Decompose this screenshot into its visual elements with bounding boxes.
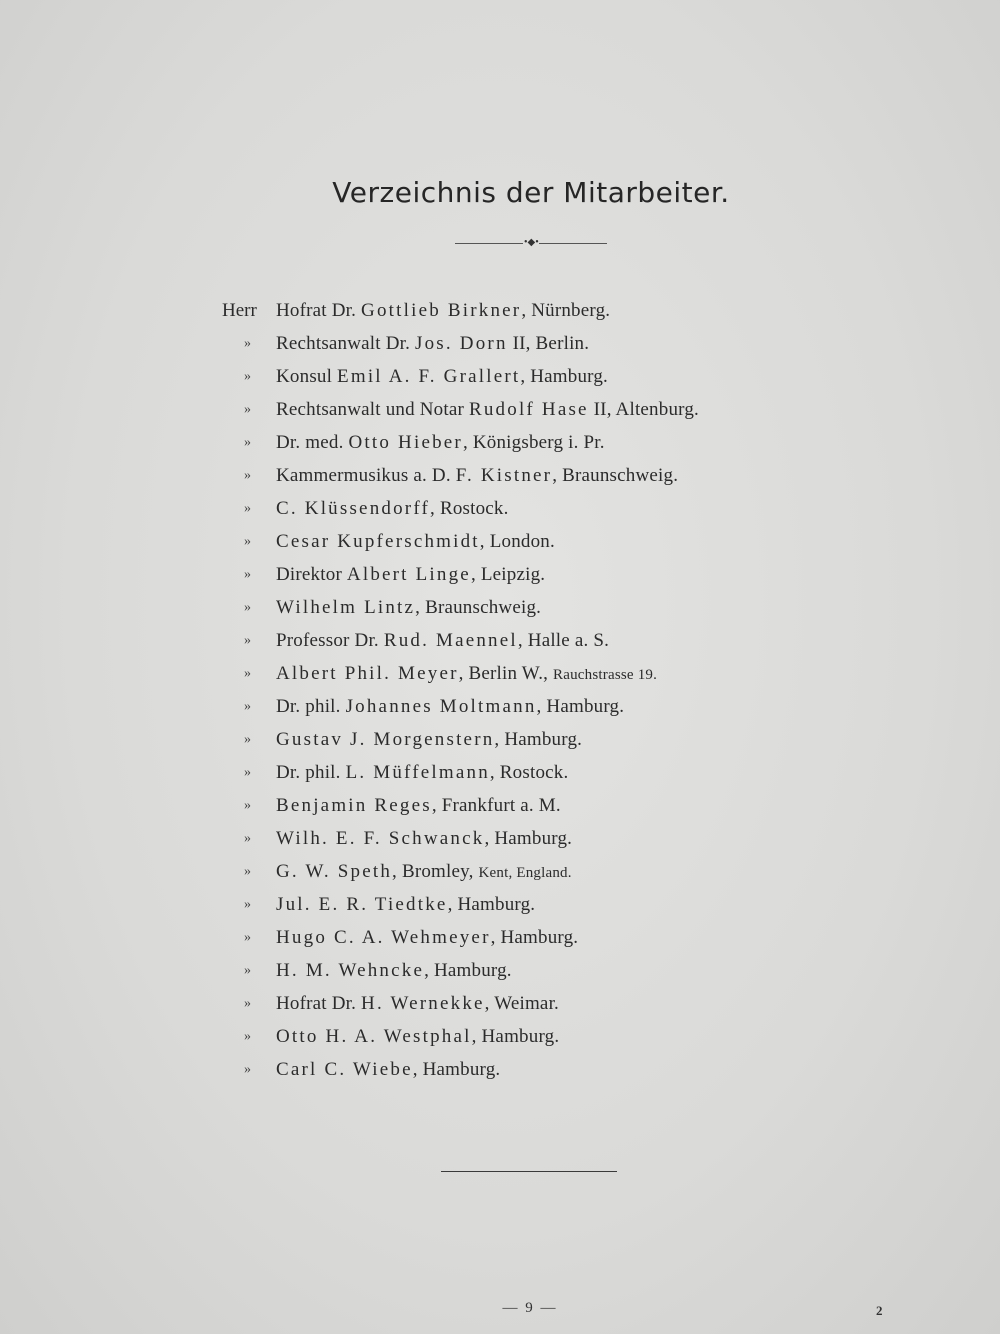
contributor-text — [276, 327, 589, 360]
contributor-name: Hugo C. A. Wehmeyer — [276, 927, 491, 948]
ditto-mark: » — [244, 963, 251, 978]
contributor-name: F. Kistner — [455, 465, 553, 486]
contributor-name: Emil A. F. Grallert — [337, 366, 521, 387]
contributor-entry — [222, 525, 882, 558]
ditto-mark: » — [244, 336, 251, 351]
contributor-entry — [222, 855, 882, 888]
ditto-mark: » — [244, 567, 251, 582]
contributor-text — [276, 954, 512, 987]
contributor-entry — [222, 690, 882, 723]
entry-text: Hofrat Dr. — [276, 993, 362, 1014]
contributor-text — [276, 624, 609, 657]
contributor-name: Johannes Moltmann — [345, 696, 537, 717]
entry-text: , Hamburg. — [412, 1059, 501, 1080]
contributor-name: Carl C. Wiebe — [276, 1059, 413, 1080]
contributor-text — [276, 393, 699, 426]
contributor-entry — [222, 426, 882, 459]
contributor-entry — [222, 492, 882, 525]
entry-text: , London. — [479, 531, 555, 552]
entry-text: , Frankfurt a. M. — [431, 795, 561, 816]
ditto-mark: » — [244, 402, 251, 417]
contributor-text — [276, 987, 559, 1020]
contributor-entry — [222, 624, 882, 657]
contributor-text — [276, 525, 555, 558]
contributor-name: Otto H. A. Westphal — [276, 1026, 472, 1047]
contributor-entry — [222, 1053, 882, 1086]
closing-rule — [441, 1171, 617, 1172]
entry-text: , Rostock. — [489, 762, 569, 783]
contributor-text — [276, 921, 578, 954]
contributor-name: Jos. Dorn — [415, 333, 508, 354]
contributor-text — [276, 888, 535, 921]
contributor-name: Wilh. E. F. Schwanck — [276, 828, 485, 849]
entry-address: Kent, England. — [478, 865, 572, 881]
entry-text: , Hamburg. — [520, 366, 609, 387]
ornament-line-right — [539, 243, 607, 244]
contributor-name: Otto Hieber — [348, 432, 463, 453]
contributor-entry — [222, 822, 882, 855]
contributor-text — [276, 426, 605, 459]
entry-text: , Hamburg. — [536, 696, 625, 717]
contributor-text — [276, 492, 509, 525]
contributor-text — [276, 657, 657, 692]
contributor-name: Benjamin Reges — [276, 795, 432, 816]
entry-text: , Rostock. — [430, 498, 509, 519]
entry-text: , Weimar. — [484, 993, 559, 1014]
entry-text: , Leipzig. — [470, 564, 546, 585]
contributor-name: Rudolf Hase — [468, 399, 589, 420]
ditto-mark: » — [244, 633, 251, 648]
entry-text: , Hamburg. — [424, 960, 512, 981]
title-ornament — [455, 237, 607, 249]
ditto-mark: » — [244, 930, 251, 945]
contributor-entry — [222, 888, 882, 921]
entry-text: Dr. phil. — [276, 762, 346, 783]
contributor-name: Jul. E. R. Tiedtke — [276, 894, 448, 915]
entry-text: Rechtsanwalt Dr. — [276, 333, 416, 354]
entry-text: Rechtsanwalt und Notar — [276, 399, 469, 420]
contributor-entry — [222, 591, 882, 624]
ditto-mark: » — [244, 798, 251, 813]
ornament-mark-icon: •◆• — [524, 237, 539, 248]
ditto-mark: » — [244, 1029, 251, 1044]
contributor-name: H. M. Wehncke — [276, 960, 425, 981]
contributor-text — [276, 756, 568, 789]
contributor-text — [276, 294, 610, 327]
entry-text: , Königsberg i. Pr. — [462, 432, 605, 453]
entry-text: Kammermusikus a. D. — [276, 465, 456, 486]
contributor-name: Cesar Kupferschmidt — [276, 531, 480, 552]
contributor-text — [276, 855, 572, 890]
contributor-entry — [222, 756, 882, 789]
contributor-entry — [222, 789, 882, 822]
entry-text: II, Altenburg. — [588, 399, 699, 420]
contributor-name: Wilhelm Lintz — [276, 597, 416, 618]
contributor-name: G. W. Speth — [276, 861, 393, 882]
contributor-text — [276, 690, 624, 723]
contributor-entry — [222, 360, 882, 393]
entry-text: Direktor — [276, 564, 347, 585]
contributor-entry — [222, 987, 882, 1020]
contributor-entry — [222, 459, 882, 492]
entry-text: Professor Dr. — [276, 630, 384, 651]
contributor-name: C. Klüssendorff — [276, 498, 431, 519]
ditto-mark: » — [244, 765, 251, 780]
contributor-entry — [222, 393, 882, 426]
contributor-text — [276, 723, 582, 756]
signature-mark: 2 — [876, 1303, 883, 1318]
ditto-mark: » — [244, 369, 251, 384]
contributor-entry — [222, 657, 882, 690]
salutation: Herr — [222, 300, 257, 321]
entry-text: , Hamburg. — [490, 927, 579, 948]
ditto-mark: » — [244, 996, 251, 1011]
ditto-mark: » — [244, 666, 251, 681]
entry-text: Hofrat Dr. — [276, 300, 362, 321]
contributor-name: Albert Linge — [346, 564, 471, 585]
contributor-text — [276, 789, 561, 822]
ditto-mark: » — [244, 501, 251, 516]
entry-text: II, Berlin. — [507, 333, 590, 354]
entry-text: Dr. phil. — [276, 696, 346, 717]
contributor-text — [276, 591, 541, 624]
entry-text: Konsul — [276, 366, 338, 387]
ditto-mark: » — [244, 600, 251, 615]
entry-text: Dr. med. — [276, 432, 349, 453]
contributor-text — [276, 822, 572, 855]
page-title: Verzeichnis der Mitarbeiter. — [332, 176, 730, 209]
ditto-mark: » — [244, 699, 251, 714]
contributor-name: Gustav J. Morgenstern — [276, 729, 495, 750]
contributor-name: Albert Phil. Meyer — [276, 663, 459, 684]
contributor-entry — [222, 294, 882, 327]
entry-text: , Hamburg. — [447, 894, 536, 915]
contributor-entry — [222, 723, 882, 756]
contributor-name: H. Wernekke — [361, 993, 485, 1014]
entry-text: , Nürnberg. — [521, 300, 611, 321]
entry-text: , Braunschweig. — [552, 465, 679, 486]
contributor-list — [222, 294, 882, 1086]
entry-text: , Hamburg. — [494, 729, 583, 750]
entry-text: , Bromley, — [392, 861, 479, 882]
ditto-mark: » — [244, 468, 251, 483]
entry-text: , Hamburg. — [484, 828, 573, 849]
contributor-text — [276, 558, 545, 591]
ornament-line-left — [455, 243, 523, 244]
contributor-entry — [222, 954, 882, 987]
ditto-mark: » — [244, 732, 251, 747]
entry-address: Rauchstrasse 19. — [553, 667, 658, 683]
contributor-name: Gottlieb Birkner — [361, 300, 522, 321]
contributor-name: L. Müffelmann — [345, 762, 490, 783]
ditto-mark: » — [244, 864, 251, 879]
contributor-text — [276, 1053, 500, 1086]
entry-text: , Braunschweig. — [415, 597, 542, 618]
entry-text: , Berlin W., — [458, 663, 554, 684]
ditto-mark: » — [244, 435, 251, 450]
contributor-entry — [222, 327, 882, 360]
ditto-mark: » — [244, 534, 251, 549]
page-number: — 9 — — [502, 1300, 558, 1316]
contributor-entry — [222, 921, 882, 954]
contributor-entry — [222, 1020, 882, 1053]
entry-text: , Halle a. S. — [517, 630, 610, 651]
ditto-mark: » — [244, 1062, 251, 1077]
contributor-entry — [222, 558, 882, 591]
ditto-mark: » — [244, 897, 251, 912]
entry-text: , Hamburg. — [471, 1026, 560, 1047]
contributor-text — [276, 360, 608, 393]
contributor-text — [276, 459, 678, 492]
ditto-mark: » — [244, 831, 251, 846]
contributor-text — [276, 1020, 559, 1053]
contributor-name: Rud. Maennel — [383, 630, 518, 651]
